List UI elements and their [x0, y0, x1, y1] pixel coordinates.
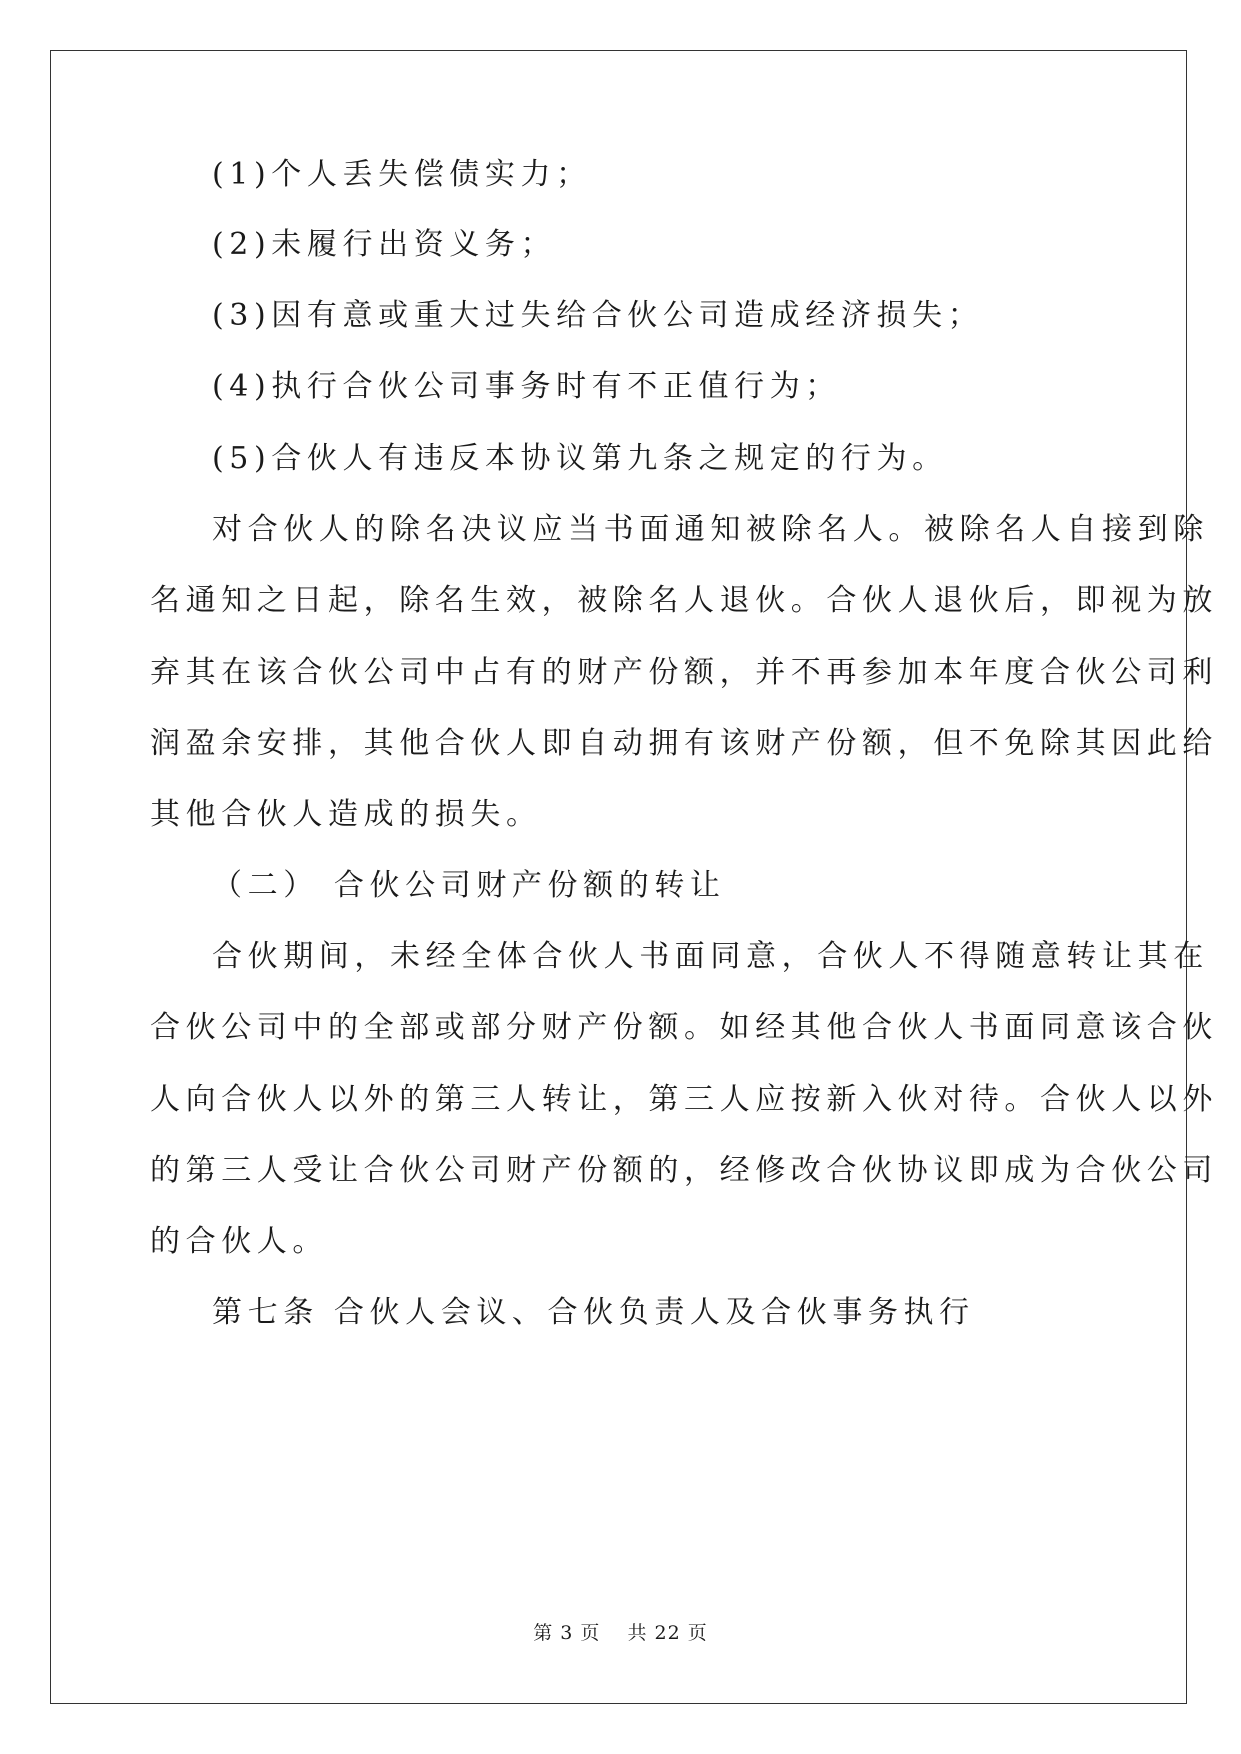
text-line: (4)执行合伙公司事务时有不正值行为； — [212, 369, 841, 404]
text-line: (3)因有意或重大过失给合伙公司造成经济损失； — [212, 298, 984, 333]
text-line: 合伙期间，未经全体合伙人书面同意，合伙人不得随意转让其在 — [212, 939, 1209, 974]
text-line: 其他合伙人造成的损失。 — [150, 797, 542, 832]
page-number: 第 3 页 共 22 页 — [533, 1622, 708, 1644]
text-line: 名通知之日起，除名生效，被除名人退伙。合伙人退伙后，即视为放 — [150, 583, 1218, 618]
text-line: 人向合伙人以外的第三人转让，第三人应按新入伙对待。合伙人以外 — [150, 1082, 1218, 1117]
text-line: (5)合伙人有违反本协议第九条之规定的行为。 — [212, 441, 948, 476]
text-line: 对合伙人的除名决议应当书面通知被除名人。被除名人自接到除 — [212, 512, 1209, 547]
text-line: 润盈余安排，其他合伙人即自动拥有该财产份额，但不免除其因此给 — [150, 726, 1218, 761]
text-line: 的第三人受让合伙公司财产份额的，经修改合伙协议即成为合伙公司 — [150, 1153, 1218, 1188]
article-heading: 第七条 合伙人会议、合伙负责人及合伙事务执行 — [212, 1295, 975, 1330]
text-line: (1)个人丢失偿债实力； — [212, 157, 592, 192]
text-line: 合伙公司中的全部或部分财产份额。如经其他合伙人书面同意该合伙 — [150, 1010, 1218, 1045]
text-line: 弃其在该合伙公司中占有的财产份额，并不再参加本年度合伙公司利 — [150, 655, 1218, 690]
text-line: (2)未履行出资义务； — [212, 227, 557, 262]
text-line: 的合伙人。 — [150, 1224, 328, 1259]
section-heading: （二） 合伙公司财产份额的转让 — [212, 868, 726, 903]
